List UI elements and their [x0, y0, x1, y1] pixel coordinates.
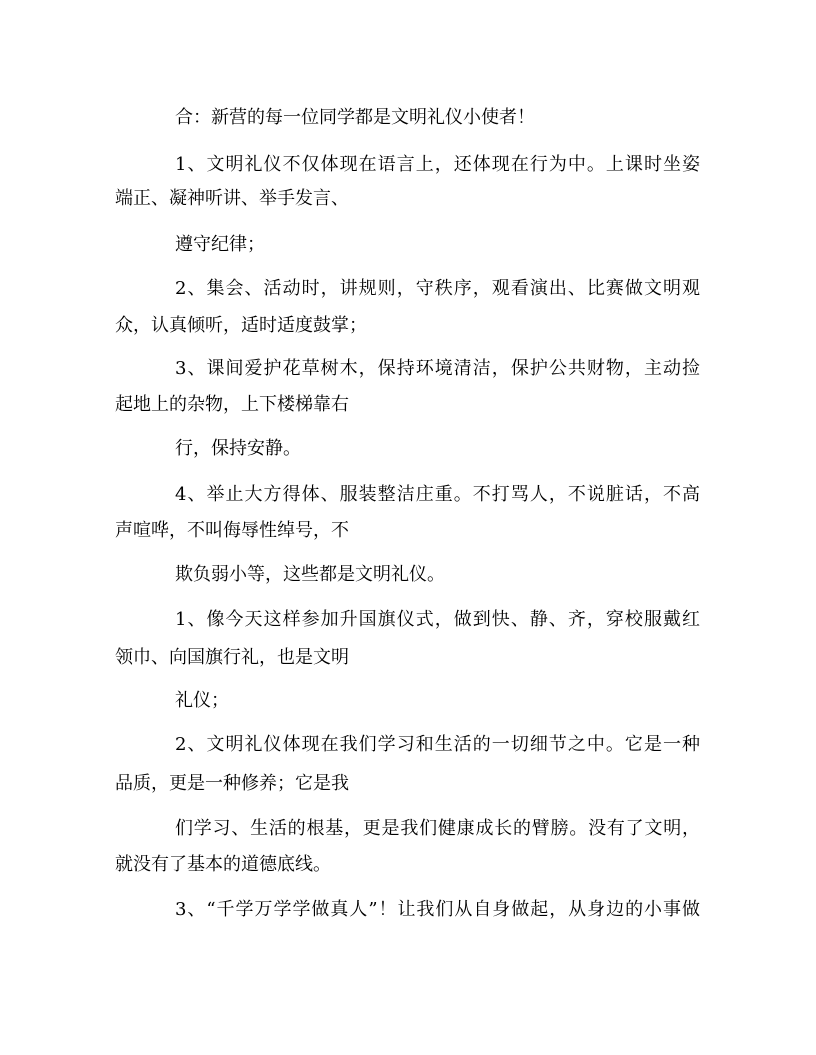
text-line: 欺负弱小等，这些都是文明礼仪。	[175, 564, 445, 585]
text-line: 3、“千学万学学做真人”！让我们从自身做起，从身边的小事做	[175, 899, 700, 920]
text-line: 2、文明礼仪体现在我们学习和生活的一切细节之中。它是一种	[175, 734, 700, 755]
text-line: 起地上的杂物，上下楼梯靠右	[115, 394, 349, 415]
text-line: 就没有了基本的道德底线。	[115, 854, 331, 875]
text-line: 1、像今天这样参加升国旗仪式，做到快、静、齐，穿校服戴红	[175, 609, 700, 630]
text-line: 3、课间爱护花草树木，保持环境清洁，保护公共财物，主动捡	[175, 358, 700, 379]
text-line: 们学习、生活的根基，更是我们健康成长的臂膀。没有了文明，	[175, 818, 700, 839]
text-line: 合：新营的每一位同学都是文明礼仪小使者！	[175, 107, 535, 128]
text-line: 1、文明礼仪不仅体现在语言上，还体现在行为中。上课时坐姿	[175, 154, 700, 175]
text-line: 行，保持安静。	[175, 438, 301, 459]
text-line: 领巾、向国旗行礼，也是文明	[115, 647, 349, 668]
text-line: 端正、凝神听讲、举手发言、	[115, 188, 349, 209]
text-line: 众，认真倾听，适时适度鼓掌；	[115, 315, 367, 336]
text-line: 声喧哗，不叫侮辱性绰号，不	[115, 520, 349, 541]
text-line: 2、集会、活动时，讲规则，守秩序，观看演出、比赛做文明观	[175, 278, 700, 299]
text-line: 礼仪；	[175, 690, 229, 711]
text-line: 4、举止大方得体、服装整洁庄重。不打骂人，不说脏话，不高	[175, 484, 700, 505]
text-line: 品质，更是一种修养；它是我	[115, 773, 349, 794]
text-line: 遵守纪律；	[175, 234, 265, 255]
